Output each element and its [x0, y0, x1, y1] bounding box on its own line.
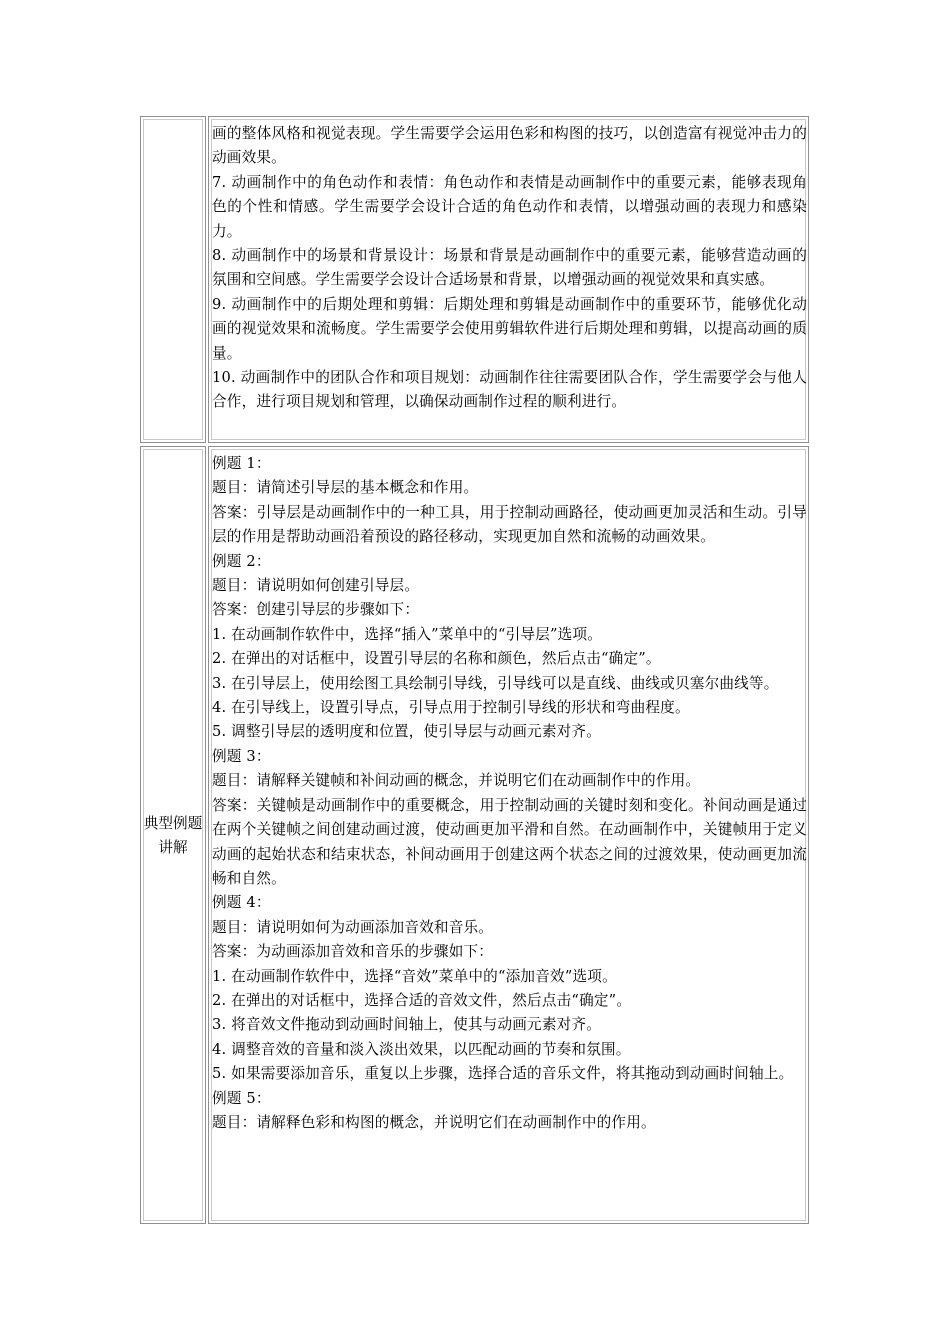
content-paragraph: 10. 动画制作中的团队合作和项目规划：动画制作往往需要团队合作，学生需要学会与他人合作，进行项目规划和管理，以确保动画制作过程的顺利进行。: [212, 369, 807, 411]
content-paragraph: 5. 如果需要添加音乐，重复以上步骤，选择合适的音乐文件，将其拖动到动画时间轴上。: [212, 1065, 794, 1083]
content-paragraph: 2. 在弹出的对话框中，选择合适的音效文件，然后点击“确定”。: [212, 991, 632, 1009]
content-paragraph: 例题 3：: [212, 747, 271, 765]
content-paragraph: 5. 调整引导层的透明度和位置，使引导层与动画元素对齐。: [212, 723, 602, 741]
table-row: [140, 446, 809, 1224]
content-paragraph: 9. 动画制作中的后期处理和剪辑：后期处理和剪辑是动画制作中的重要环节，能够优化动画的视觉效果和流畅度。学生需要学会使用剪辑软件进行后期处理和剪辑，以提高动画的质量。: [212, 295, 807, 362]
row-label-cell: [140, 116, 206, 443]
row-label: 典型例题讲解: [143, 815, 203, 856]
content-paragraph: 答案：为动画添加音效和音乐的步骤如下：: [212, 943, 494, 961]
content-paragraph: 例题 5：: [212, 1089, 271, 1107]
content-paragraph: 画的整体风格和视觉表现。学生需要学会运用色彩和构图的技巧，以创造富有视觉冲击力的动画效果。: [212, 125, 807, 167]
content-paragraph: 4. 调整音效的音量和淡入淡出效果，以匹配动画的节奏和氛围。: [212, 1040, 631, 1058]
content-paragraph: 8. 动画制作中的场景和背景设计：场景和背景是动画制作中的重要元素，能够营造动画的氛围和空间感。学生需要学会设计合适场景和背景，以增强动画的视觉效果和真实感。: [212, 247, 807, 289]
content-paragraph: 3. 在引导层上，使用绘图工具绘制引导线，引导线可以是直线、曲线或贝塞尔曲线等。: [212, 674, 779, 692]
content-paragraph: 例题 1：: [212, 455, 271, 472]
content-paragraph: 答案：引导层是动画制作中的一种工具，用于控制动画路径，使动画更加灵活和生动。引导层的作用是帮助动画沿着预设的路径移动，实现更加自然和流畅的动画效果。: [212, 503, 807, 546]
content-paragraph: 1. 在动画制作软件中，选择“音效”菜单中的“添加音效”选项。: [212, 967, 617, 985]
content-paragraph: 4. 在引导线上，设置引导点，引导点用于控制引导线的形状和弯曲程度。: [212, 699, 690, 717]
content-paragraph: 题目：请说明如何创建引导层。: [212, 577, 420, 595]
content-paragraph: 答案：创建引导层的步骤如下：: [212, 601, 420, 619]
content-paragraph: 答案：关键帧是动画制作中的重要概念，用于控制动画的关键时刻和变化。补间动画是通过在两个关键帧之间创建动画过渡，使动画更加平滑和自然。在动画制作中，关键帧用于定义动画的起始状态和结束状态，补间动画用于创建这两个状态之间的过渡效果，使动画更加流畅和自然。: [212, 796, 807, 887]
table-row: [140, 116, 809, 443]
content-paragraph: 例题 2：: [212, 552, 271, 570]
row-content: [212, 452, 807, 1135]
content-paragraph: 题目：请解释色彩和构图的概念，并说明它们在动画制作中的作用。: [212, 1113, 656, 1131]
row-content: [212, 122, 807, 415]
content-paragraph: 例题 4：: [212, 894, 271, 912]
content-paragraph: 3. 将音效文件拖动到动画时间轴上，使其与动画元素对齐。: [212, 1016, 602, 1034]
content-paragraph: 1. 在动画制作软件中，选择“插入”菜单中的“引导层”选项。: [212, 625, 603, 643]
content-paragraph: 7. 动画制作中的角色动作和表情：角色动作和表情是动画制作中的重要元素，能够表现角色的个性和情感。学生需要学会设计合适的角色动作和表情，以增强动画的表现力和感染力。: [212, 173, 807, 240]
content-paragraph: 2. 在弹出的对话框中，设置引导层的名称和颜色，然后点击“确定”。: [212, 650, 661, 668]
content-paragraph: 题目：请说明如何为动画添加音效和音乐。: [212, 918, 494, 936]
content-paragraph: 题目：请解释关键帧和补间动画的概念，并说明它们在动画制作中的作用。: [212, 772, 701, 790]
content-paragraph: 题目：请简述引导层的基本概念和作用。: [212, 479, 479, 497]
